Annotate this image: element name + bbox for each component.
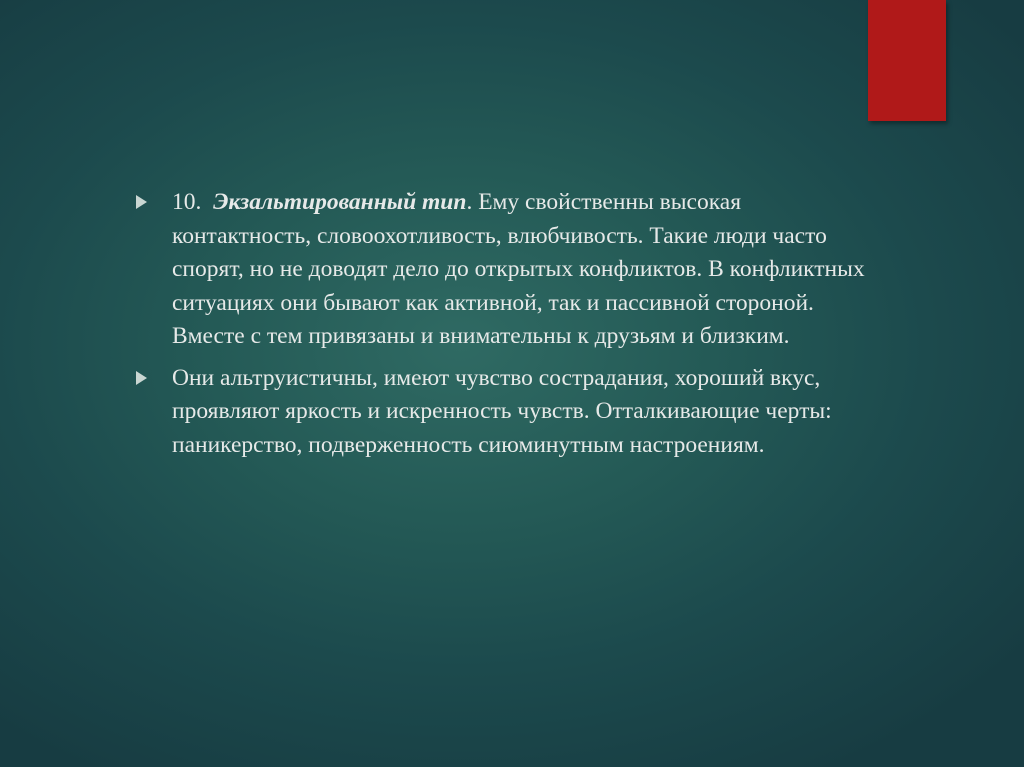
triangle-right-icon <box>136 371 147 385</box>
bullet-item-2 <box>136 362 876 463</box>
accent-bar <box>868 0 946 121</box>
triangle-right-icon <box>136 195 147 209</box>
bullet-text: . Ему свойственны высокая контактность, словоохотливость, влюбчивость. Такие люди часто спорят, но не доводят дело до открытых конфликтов. В конфликтных ситуациях они бывают как активной, так и пассивной стороной. Вместе с тем привязаны и внимательны к друзьям и близким. <box>172 189 865 349</box>
slide-content <box>136 186 876 470</box>
type-name: Экзальтированный тип <box>213 189 467 215</box>
bullet-number: 10. <box>172 189 202 215</box>
bullet-item-1 <box>136 186 876 354</box>
bullet-text: Они альтруистичны, имеют чувство сострадания, хороший вкус, проявляют яркость и искренность чувств. Отталкивающие черты: паникерство, подверженность сиюминутным настроениям. <box>172 364 832 458</box>
